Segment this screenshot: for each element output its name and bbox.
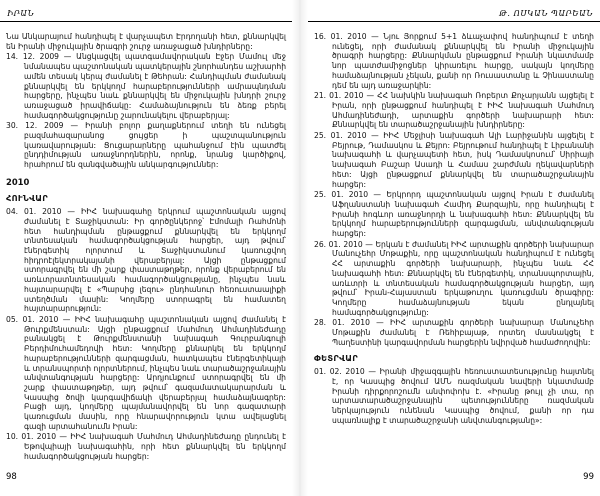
entry-text: Անցկացվել պատգամավորական Էջեր Մամուլ մեջ նմանապես պաշտոնական պատկերային շնորհանդես աշխարհի ամեն տեսակ կերպ ժամանել է Թեհրան: Հանդիպման ժամանակ քննարկվել են երկկողմ հարաբերությունների ամրապնդման հարցերը, ինչպես նաև քննարկվել են միջուկային խնդրի շուրջ առաջացած իրավիճակը: Համաձայնություն են ձեռք բերել համագործակցությունը շարունակելու վերաբերյալ: [24, 52, 287, 120]
chronology-entry [6, 207, 286, 314]
chronology-entry [6, 52, 286, 120]
entry-text: ԻԻՀ արտաքին գործերի նախարար Մանուչեհր Մոթաքին ժամանել է Ռեհիբայաթ, որտեղ մասնակցել է Պաղեստինի կարգավորման հարցերին նվիրված համաժողովին: [332, 318, 594, 347]
left-page-header [0, 9, 292, 27]
month-heading: ՀՈՒՆՎԱՐ [6, 192, 48, 203]
entry-date: 25. 01. 2010 — [314, 190, 382, 200]
entry-date: 01. 02. 2010 — [314, 367, 376, 377]
chronology-entry [314, 190, 594, 239]
chronology-entry [6, 432, 286, 461]
year-heading: 2010 [6, 176, 30, 187]
chronology-entry [6, 121, 286, 170]
entry-date: 26. 01. 2010 — [314, 239, 373, 249]
entry-date: 16. 01. 2010 — [314, 32, 379, 41]
entry-text: ԻԻՀ նախագահը պաշտոնական այցով ժամանել է Թուրքմենստան: Այցի ընթացքում Մահմուդ Ահմադինեժադը բանակցել է Թուրքմենստանի նախագահ Գուրբանգուլի Բերդիմուհամեդովի հետ: Կողմերը քննարկել են երկկողմ հարաբերությունների զարգացման, հատկապես էներգետիկայի և տրանսպորտի ոլորտներում, ինչպես նաև տարածաշրջանային անվտանգության հարցերը: Արդյունքում ստորագրվել են մի շարք փաստաթղթեր, այդ թվում՝ գազամատակարարման և Կասպից ծովի կարգավիճակի վերաբերյալ համաձայնագրեր: Բացի այդ, կողմերը պայմանավորվել են նոր գազատարի կառուցման մասին, որը հնարավորություն կտա ավելացնել գազի արտահանումն Իրան: [24, 314, 286, 431]
running-head: Թ. ՈՍԿԱՆ ՊԱՐԵԱՆ [496, 9, 596, 18]
chronology-entry [314, 32, 594, 90]
left-page [0, 0, 292, 496]
month-heading: ՓԵՏՐՎԱՐ [314, 352, 358, 363]
entry-text: ԻԻՀ Մեջլիսի նախագահ Ալի Լարիջանին այցելել է Բեյրութ, Դամասկոս և Քեյրո: Բեյրութում հանդիպել է Լիբանանի նախագահի և վարչապետի հետ, իսկ Դամասկոսում՝ Սիրիայի նախագահ Բաշար Ասադի և Համաս շարժման ղեկավարների հետ: Այցի ընթացքում քննարկվել են տարածաշրջանային հարցեր: [332, 131, 594, 189]
book-gutter [292, 0, 308, 496]
entry-text: Իրանի բոլոր քաղաքներում տեղի են ունեցել բազմահազարանոց ցույցեր ի պաշտպանություն կառավարության: Ցուցարարները պահանջում էին պատժել ընդդիմության առաջնորդներին, որոնք, նրանց կարծիքով, հրահրում են զանգվածային անկարգություններ: [24, 121, 286, 170]
entry-date: 30. 12. 2009 — [6, 121, 79, 131]
right-page-body [314, 32, 594, 426]
chronology-entry [314, 131, 594, 189]
chronology-entry [314, 91, 594, 130]
entry-text: ԻԻՀ նախագահը երկրում պաշտոնական այցով ժամանել է Տաջիկստան: Իր գործընկերոջ՝ Էմոմալի Ռահմոնի հետ հանդիպման ընթացքում քննարկվել են երկկողմ տնտեսական համագործակցության հարցեր, այդ թվում՝ էներգետիկ ոլորտում և Տաջիկստանում կառուցվող հիդրոէլեկտրակայանի վերաբերյալ: Այցի ընթացքում ստորագրվել են մի շարք փաստաթղթեր, որոնք վերաբերում են առևտրատնտեսական համագործակցությանը, ինչպես նաև հայտարարվել է «Պարսից լեզու» ընդհանուր հեռուստաալիքի ստեղծման մասին: Կողմերը ստորագրել են համատեղ հայտարարություն: [24, 207, 286, 314]
page-number: 99 [583, 472, 594, 482]
entry-text: ԻԻՀ նախագահ Մահմուդ Ահմադինեժադը ընդունել է Եթովպիայի նախագահին, որի հետ քննարկվել են երկկողմ համագործակցության հարցեր: [24, 432, 286, 461]
chronology-entry [314, 318, 594, 347]
chronology-entry [314, 367, 594, 425]
right-page [308, 0, 600, 496]
entry-text: Նյու Յորքում 5+1 ձևաչափով հանդիպում է տեղի ունեցել, որի ժամանակ քննարկվել են Իրանի միջուկային ծրագրի հարցերը: Քննարկման ընթացքում Իրանի նկատմամբ նոր պատժամիջոցներ կիրառելու հարցը, սակայն կողմերը համաձայնության չեկան, քանի որ Ռուսաստանը և Չինաստանը դեմ են այդ առաջարկին: [332, 32, 594, 90]
left-page-body [6, 32, 286, 463]
entry-text: Երկրորդ պաշտոնական այցով Իրան է ժամանել Աֆղանստանի նախագահ Համիդ Քարզային, որը հանդիպել է Իրանի հոգևոր առաջնորդի և նախագահի հետ: Քննարկվել են երկկողմ հարաբերությունների զարգացման, անվտանգության հարցեր: [332, 190, 594, 239]
entry-text: Երկան է ժամանել ԻԻՀ արտաքին գործերի նախարար Մանուչեհր Մոթաքին, որը պաշտոնական հանդիպում է ունեցել ՀՀ արտաքին գործերի նախարարի, ինչպես նաև ՀՀ նախագահի հետ: Քննարկվել են էներգետիկ, տրանսպորտային, առևտրի և տնտեսական համագործակցության հարցեր, այդ թվում՝ Իրան-Հայաստան երկաթուղու կառուցման ծրագիրը: Կողմերը համաձայնության եկան ընդլայնել համագործակցությունը: [332, 239, 594, 317]
running-head: ԻՐԱՆ [4, 9, 37, 18]
entry-date: 28. 01. 2010 — [314, 318, 384, 328]
entry-date: 25. 01. 2010 — [314, 131, 379, 141]
header-rule [308, 21, 600, 22]
entry-date: 21. 01. 2010 — [314, 91, 375, 101]
chronology-entry [6, 315, 286, 431]
entry-text: Իրանի միջազգային հեռուստատեսությունը հայտնել է, որ Կասպից ծովում ԱՄՆ ռազմական նավերի նկատմամբ Իրանի դիրքորոշումն անփոփոխ է. «Իրանը թույլ չի տա, որ արտատարածաշրջանային պետությունները ռազմական ներկայություն ունենան Կասպից ծովում, քանի որ դա սպառնալիք է տարածաշրջանի անվտանգությանը»: [332, 367, 594, 425]
intro-continuation: Նա Անկարայում հանդիպել է վարչապետ Էրդողանի հետ, քննարկվել են Իրանի միջուկային ծրագրի շուրջ առաջացած խնդիրները: [6, 32, 286, 51]
entry-text: ՀՀ նախկին նախագահ Ռոբերտ Քոչարյանն այցելել է Իրան, որի ընթացքում հանդիպել է ԻԻՀ նախագահ Մահմուդ Ահմադինեժադի, արտաքին գործերի նախարարի հետ: Քննարկվել են տարածաշրջանային խնդիրները: [332, 91, 594, 130]
page-number: 98 [6, 472, 17, 482]
right-page-header [308, 9, 600, 27]
chronology-entry [314, 240, 594, 318]
entry-date: 10. 01. 2010 — [6, 432, 67, 442]
entry-date: 05. 01. 2010 — [6, 314, 71, 324]
entry-date: 14. 12. 2009 — [6, 52, 72, 62]
header-rule [0, 21, 292, 22]
entry-date: 04. 01. 2010 — [6, 207, 76, 217]
